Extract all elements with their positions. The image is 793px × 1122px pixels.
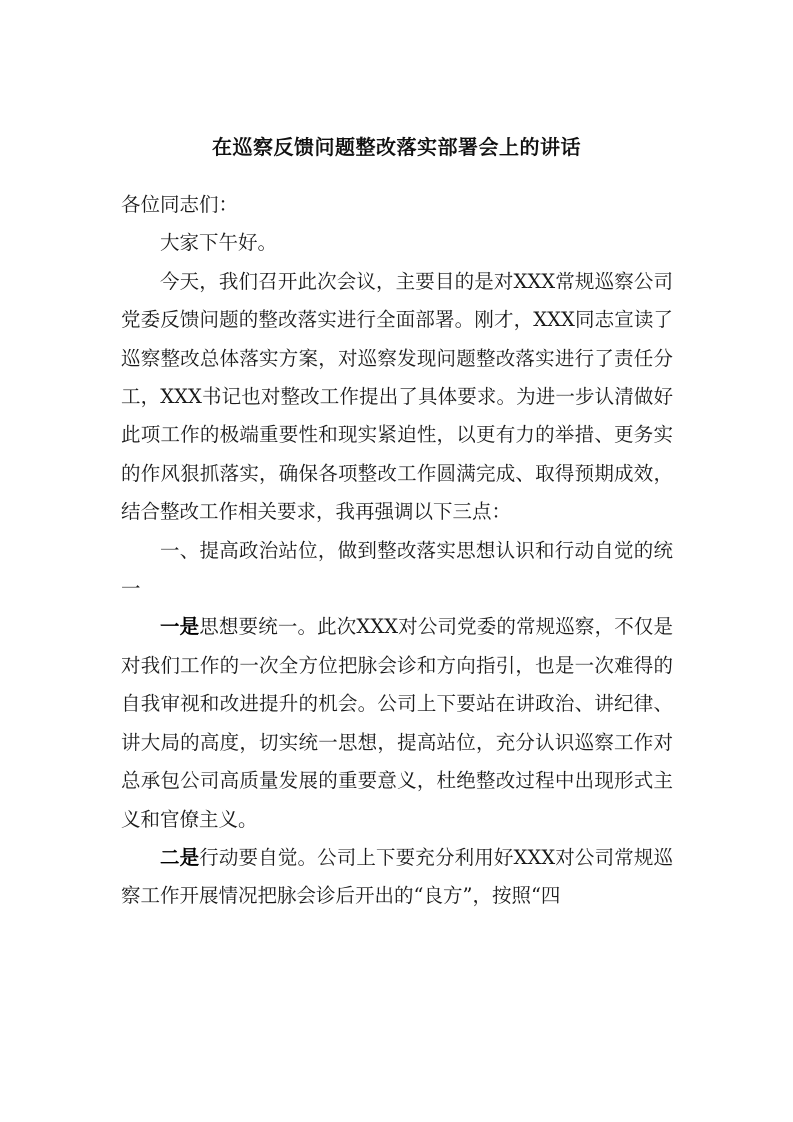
point-text: 行动要自觉。公司上下要充分利用好XXX对公司常规巡察工作开展情况把脉会诊后开出的“良方”，按照“四 [121, 845, 673, 908]
document-body [121, 186, 673, 916]
salutation: 各位同志们： [121, 193, 239, 216]
document-title: 在巡察反馈问题整改落实部署会上的讲话 [212, 135, 581, 159]
point-paragraph [121, 839, 673, 916]
point-lead: 二是 [160, 845, 200, 869]
intro-paragraph: 今天，我们召开此次会议，主要目的是对XXX常规巡察公司党委反馈问题的整改落实进行全面部署。刚才，XXX同志宣读了巡察整改总体落实方案，对巡察发现问题整改落实进行了责任分工，XXX书记也对整改工作提出了具体要求。为进一步认清做好此项工作的极端重要性和现实紧迫性，以更有力的举措、更务实的作风狠抓落实，确保各项整改工作圆满完成、取得预期成效，结合整改工作相关要求，我再强调以下三点： [121, 269, 673, 524]
point-paragraph [121, 608, 673, 838]
point-lead: 一是 [160, 615, 200, 639]
greeting-paragraph: 大家下午好。 [160, 231, 278, 255]
section-heading: 一、提高政治站位，做到整改落实思想认识和行动自觉的统一 [121, 538, 673, 601]
point-text: 思想要统一。此次XXX对公司党委的常规巡察，不仅是对我们工作的一次全方位把脉会诊和方向指引，也是一次难得的自我审视和改进提升的机会。公司上下要站在讲政治、讲纪律、讲大局的高度，切实统一思想，提高站位，充分认识巡察工作对总承包公司高质量发展的重要意义，杜绝整改过程中出现形式主义和官僚主义。 [121, 615, 673, 831]
